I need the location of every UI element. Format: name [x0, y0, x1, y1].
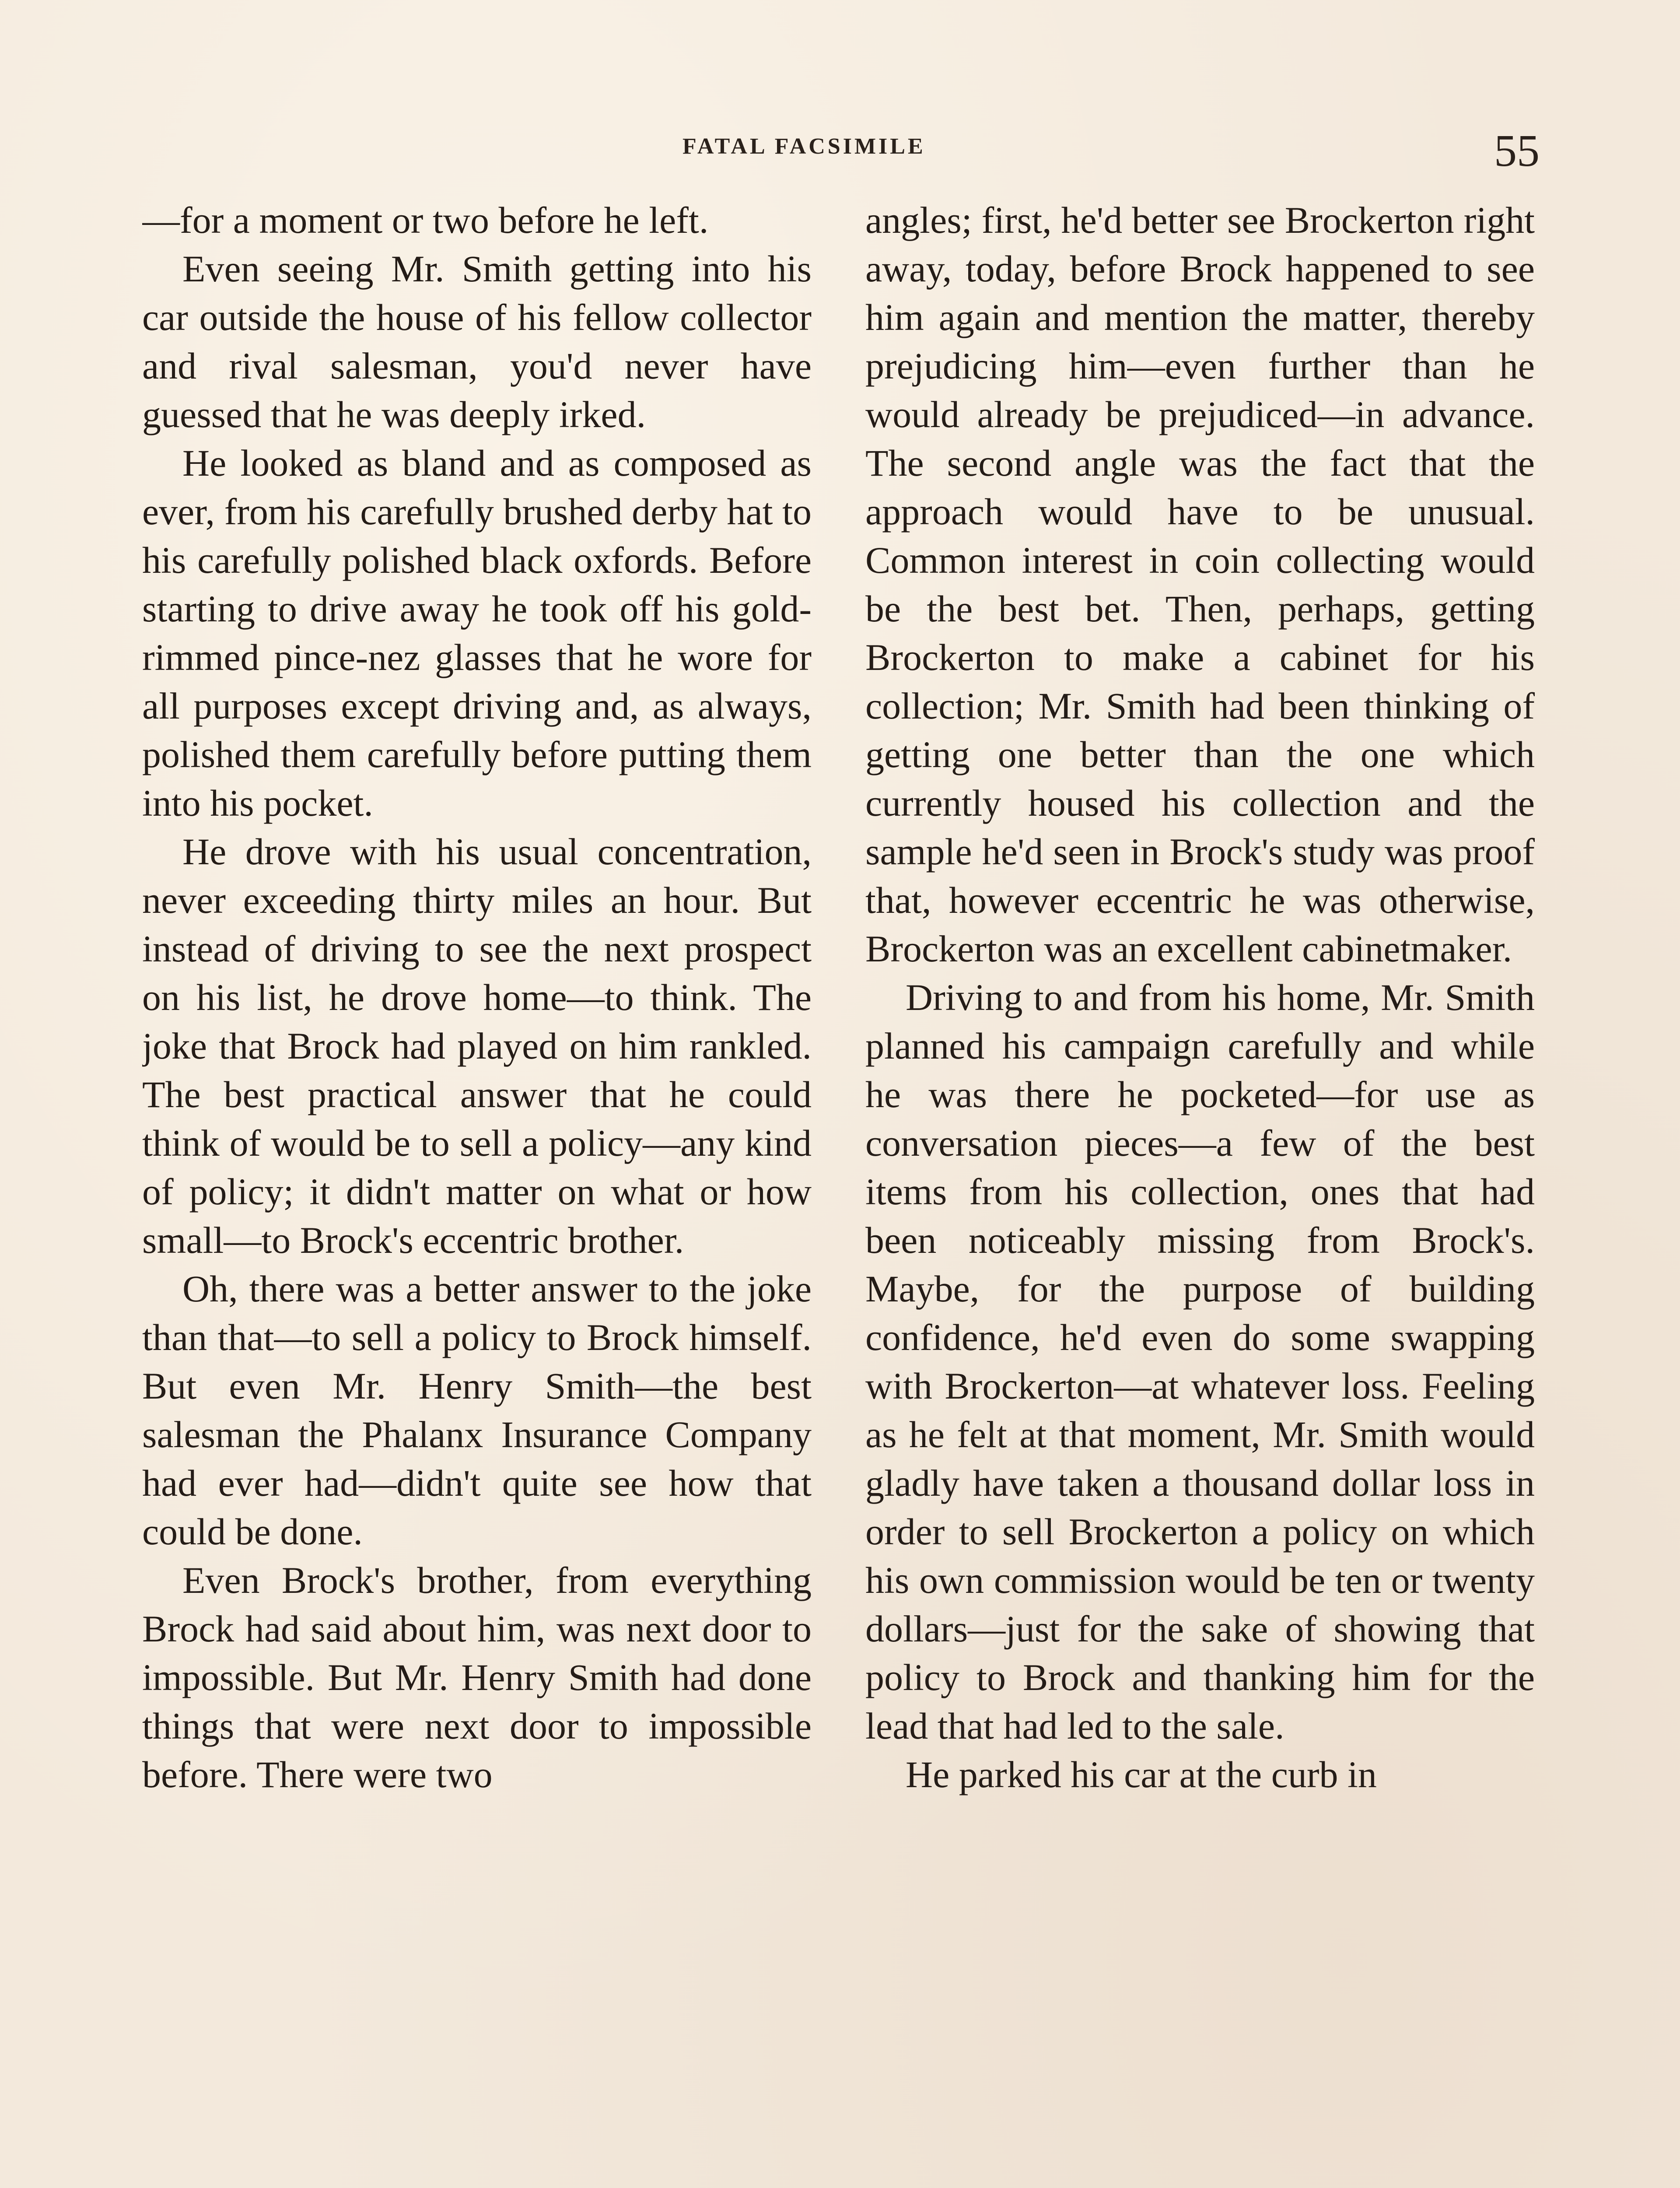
paragraph: He drove with his usual concentration, never exceeding thirty miles an hour. But instead of driving to see the next prospect on his list, he drove home—to think. The joke that Brock had played on him rankled. The best practical answer that he could think of would be to sell a policy—any kind of policy; it didn't matter on what or how small—to Brock's eccentric brother.: [142, 831, 812, 1261]
paragraph: He looked as bland and as composed as ever, from his carefully brushed derby hat to his carefully polished black oxfords. Before starting to drive away he took off his gold-rimmed pince-nez glasses that he wore for all purposes except driving and, as always, polished them carefully before putting them into his pocket.: [142, 442, 812, 824]
paragraph: Oh, there was a better answer to the joke than that—to sell a policy to Brock himself. But even Mr. Henry Smith—the best salesman the Phalanx Insurance Company had ever had—didn't quite see how that could be done.: [142, 1268, 812, 1553]
right-column: [865, 196, 1535, 2188]
paragraph: —for a moment or two before he left.: [142, 199, 709, 241]
paragraph: He parked his car at the curb in: [906, 1753, 1377, 1795]
paragraph: Even Brock's brother, from everything Brock had said about him, was next door to impossible. But Mr. Henry Smith had done things that were next door to impossible before. There were two: [142, 1559, 812, 1795]
page-number: 55: [1494, 126, 1540, 176]
running-head-title: FATAL FACSIMILE: [682, 134, 926, 159]
paragraph: angles; first, he'd better see Brockerton right away, today, before Brock happened to see him again and mention the matter, thereby prejudicing him—even further than he would already be prejudiced—in advance. The second angle was the fact that the approach would have to be unusual. Common interest in coin collecting would be the best bet. Then, perhaps, getting Brockerton to make a cabinet for his collection; Mr. Smith had been thinking of getting one better than the one which currently housed his collection and the sample he'd seen in Brock's study was proof that, however eccentric he was otherwise, Brockerton was an excellent cabinetmaker.: [865, 199, 1535, 970]
left-column: [142, 196, 812, 2188]
paragraph: Even seeing Mr. Smith getting into his car outside the house of his fellow collector and rival salesman, you'd never have guessed that he was deeply irked.: [142, 248, 812, 435]
paragraph: Driving to and from his home, Mr. Smith planned his campaign carefully and while he was there he pocketed—for use as conversation pieces—a few of the best items from his collection, ones that had been noticeably missing from Brock's. Maybe, for the purpose of building confidence, he'd even do some swapping with Brockerton—at whatever loss. Feeling as he felt at that moment, Mr. Smith would gladly have taken a thousand dollar loss in order to sell Brockerton a policy on which his own commission would be ten or twenty dollars—just for the sake of showing that policy to Brock and thanking him for the lead that had led to the sale.: [865, 976, 1535, 1747]
